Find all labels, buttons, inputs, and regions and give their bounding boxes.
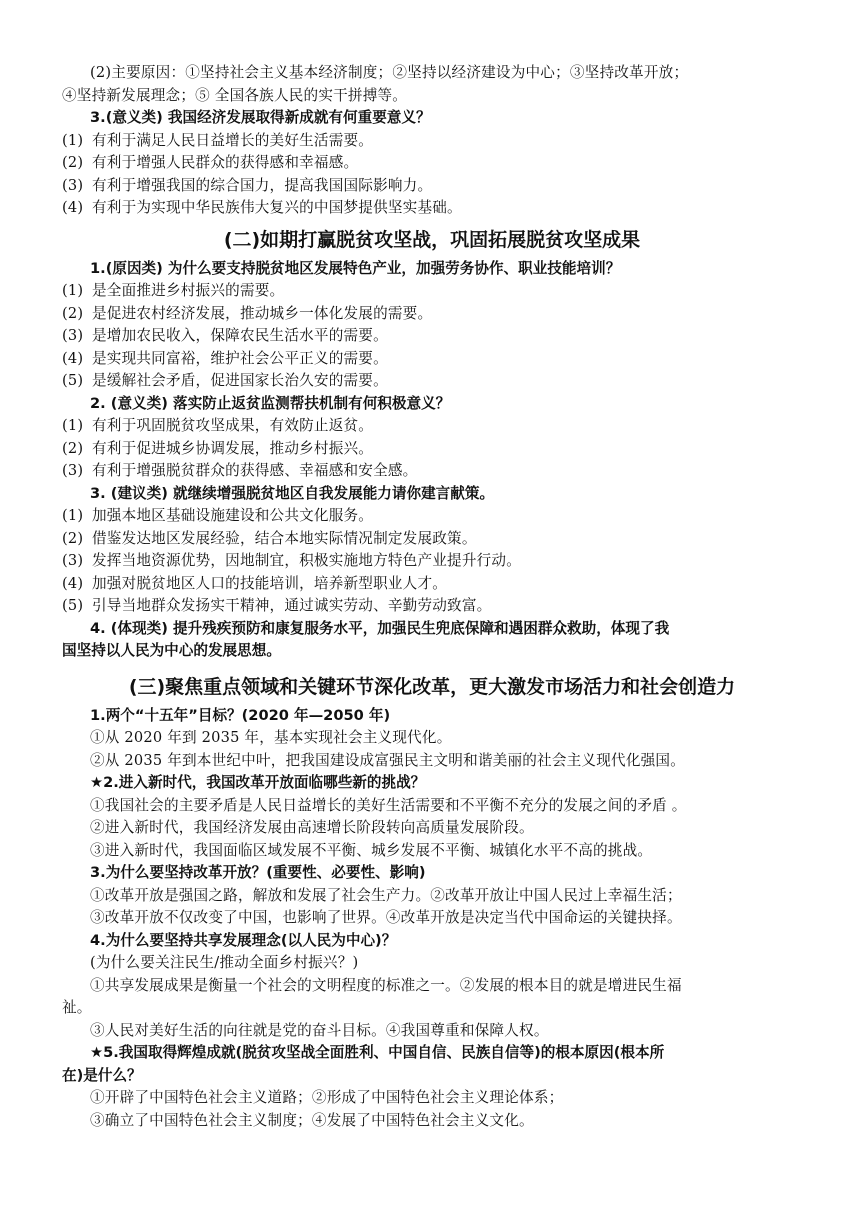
item-number: (1)	[62, 131, 84, 149]
question-title: 4.为什么要坚持共享发展理念(以人民为中心)？	[90, 931, 397, 949]
item-number: (2)	[62, 439, 84, 457]
list-item	[62, 152, 802, 175]
question-title: 2. (意义类) 落实防止返贫监测帮扶机制有何积极意义？	[90, 394, 451, 412]
question-title: 1.(原因类) 为什么要支持脱贫地区发展特色产业，加强劳务协作、职业技能培训？	[90, 259, 621, 277]
item-text: 引导当地群众发扬实干精神，通过诚实劳动、辛勤劳动致富。	[92, 597, 492, 614]
question-title: 4. (体现类) 提升残疾预防和康复服务水平，加强民生兜底保障和遇困群众救助，体现了我	[90, 619, 670, 637]
item-text: 加强本地区基础设施建设和公共文化服务。	[92, 507, 374, 524]
item-text: 是缓解社会矛盾，促进国家长治久安的需要。	[92, 372, 388, 389]
document-page	[62, 62, 802, 1132]
question-title: 3. (建议类) 就继续增强脱贫地区自我发展能力请你建言献策。	[90, 484, 495, 502]
item-text: 加强对脱贫地区人口的技能培训，培养新型职业人才。	[92, 574, 448, 592]
list-item: ①从 2020 年到 2035 年，基本实现社会主义现代化。	[90, 729, 452, 746]
list-item	[62, 438, 802, 461]
list-item: ①我国社会的主要矛盾是人民日益增长的美好生活需要和不平衡不充分的发展之间的矛盾 。	[90, 796, 687, 814]
question-title: 3.为什么要坚持改革开放？(重要性、必要性、影响)	[90, 864, 426, 881]
section-heading: (二)如期打赢脱贫攻坚战，巩固拓展脱贫攻坚成果	[223, 228, 641, 251]
item-number: (2)	[62, 304, 84, 322]
list-item	[62, 370, 802, 393]
answer-list	[62, 130, 802, 220]
item-text: 有利于增强人民群众的获得感和幸福感。	[92, 154, 359, 171]
question-title: 3.(意义类) 我国经济发展取得新成就有何重要意义？	[90, 109, 431, 126]
list-item	[62, 505, 802, 528]
item-number: (5)	[62, 597, 84, 614]
list-item	[62, 175, 802, 198]
question-title-cont: 国坚持以人民为中心的发展思想。	[62, 642, 281, 659]
item-text: 发挥当地资源优势，因地制宜，积极实施地方特色产业提升行动。	[92, 552, 522, 569]
item-number: (4)	[62, 574, 84, 592]
question-title: 1.两个“十五年”目标？(2020 年—2050 年)	[90, 706, 391, 724]
list-item	[62, 460, 802, 483]
section-heading: (三)聚焦重点领域和关键环节深化改革，更大激发市场活力和社会创造力	[128, 675, 736, 698]
list-item	[62, 348, 802, 371]
list-item	[62, 415, 802, 438]
item-number: (4)	[62, 349, 84, 367]
item-number: (1)	[62, 507, 84, 524]
list-item	[62, 528, 802, 551]
item-number: (2)	[62, 154, 84, 171]
item-text: 有利于满足人民日益增长的美好生活需要。	[92, 131, 374, 149]
item-text: 有利于促进城乡协调发展，推动乡村振兴。	[92, 439, 374, 457]
item-text: 有利于增强我国的综合国力，提高我国国际影响力。	[92, 176, 433, 194]
item-number: (3)	[62, 462, 84, 479]
item-text: 是增加农民收入，保障农民生活水平的需要。	[92, 327, 388, 344]
answer-list	[62, 280, 802, 393]
list-item	[62, 303, 802, 326]
item-text: 有利于巩固脱贫攻坚成果，有效防止返贫。	[92, 417, 374, 434]
answer-list	[62, 505, 802, 618]
item-number: (1)	[62, 417, 84, 434]
paragraph-line: 祉。	[62, 999, 92, 1016]
list-item	[62, 573, 802, 596]
list-item: ②从 2035 年到本世纪中叶，把我国建设成富强民主文明和谐美丽的社会主义现代化强国。	[90, 751, 685, 769]
item-text: 是促进农村经济发展，推动城乡一体化发展的需要。	[92, 304, 433, 322]
reason-line-2: ④坚持新发展理念；⑤ 全国各族人民的实干拼搏等。	[62, 86, 408, 104]
list-item	[62, 130, 802, 153]
question-title: ★5.我国取得辉煌成就(脱贫攻坚战全面胜利、中国自信、民族自信等)的根本原因(根本所	[90, 1044, 665, 1061]
list-item: ③进入新时代，我国面临区域发展不平衡、城乡发展不平衡、城镇化水平不高的挑战。	[90, 841, 653, 859]
paragraph-line: ①共享发展成果是衡量一个社会的文明程度的标准之一。②发展的根本目的就是增进民生福	[90, 976, 682, 994]
item-text: 是实现共同富裕，维护社会公平正义的需要。	[92, 349, 388, 367]
paragraph-line: ③改革开放不仅改变了中国，也影响了世界。④改革开放是决定当代中国命运的关键抉择。	[90, 909, 682, 926]
paragraph-line: ①改革开放是强国之路，解放和发展了社会生产力。②改革开放让中国人民过上幸福生活；	[90, 886, 682, 904]
item-text: 有利于增强脱贫群众的获得感、幸福感和安全感。	[92, 462, 418, 479]
list-item	[62, 325, 802, 348]
reason-line-1: (2)主要原因：①坚持社会主义基本经济制度；②坚持以经济建设为中心；③坚持改革开放；	[90, 64, 689, 81]
item-text: 借鉴发达地区发展经验，结合本地实际情况制定发展政策。	[92, 529, 477, 547]
item-number: (3)	[62, 176, 84, 194]
question-title-cont: 在)是什么？	[62, 1066, 142, 1084]
paragraph-line: ③人民对美好生活的向往就是党的奋斗目标。④我国尊重和保障人权。	[90, 1021, 549, 1039]
answer-list	[62, 415, 802, 483]
list-item: ①开辟了中国特色社会主义道路；②形成了中国特色社会主义理论体系；	[90, 1089, 564, 1106]
item-number: (5)	[62, 372, 84, 389]
list-item	[62, 595, 802, 618]
item-text: 是全面推进乡村振兴的需要。	[92, 282, 285, 299]
item-number: (1)	[62, 282, 84, 299]
item-number: (3)	[62, 552, 84, 569]
list-item	[62, 197, 802, 220]
item-number: (2)	[62, 529, 84, 547]
item-number: (3)	[62, 327, 84, 344]
question-subtitle: (为什么要关注民生/推动全面乡村振兴？)	[90, 954, 359, 971]
item-number: (4)	[62, 199, 84, 216]
list-item: ②进入新时代，我国经济发展由高速增长阶段转向高质量发展阶段。	[90, 819, 534, 836]
list-item	[62, 280, 802, 303]
item-text: 有利于为实现中华民族伟大复兴的中国梦提供坚实基础。	[92, 199, 462, 216]
question-title: ★2.进入新时代，我国改革开放面临哪些新的挑战？	[90, 774, 426, 791]
list-item: ③确立了中国特色社会主义制度；④发展了中国特色社会主义文化。	[90, 1111, 534, 1129]
list-item	[62, 550, 802, 573]
